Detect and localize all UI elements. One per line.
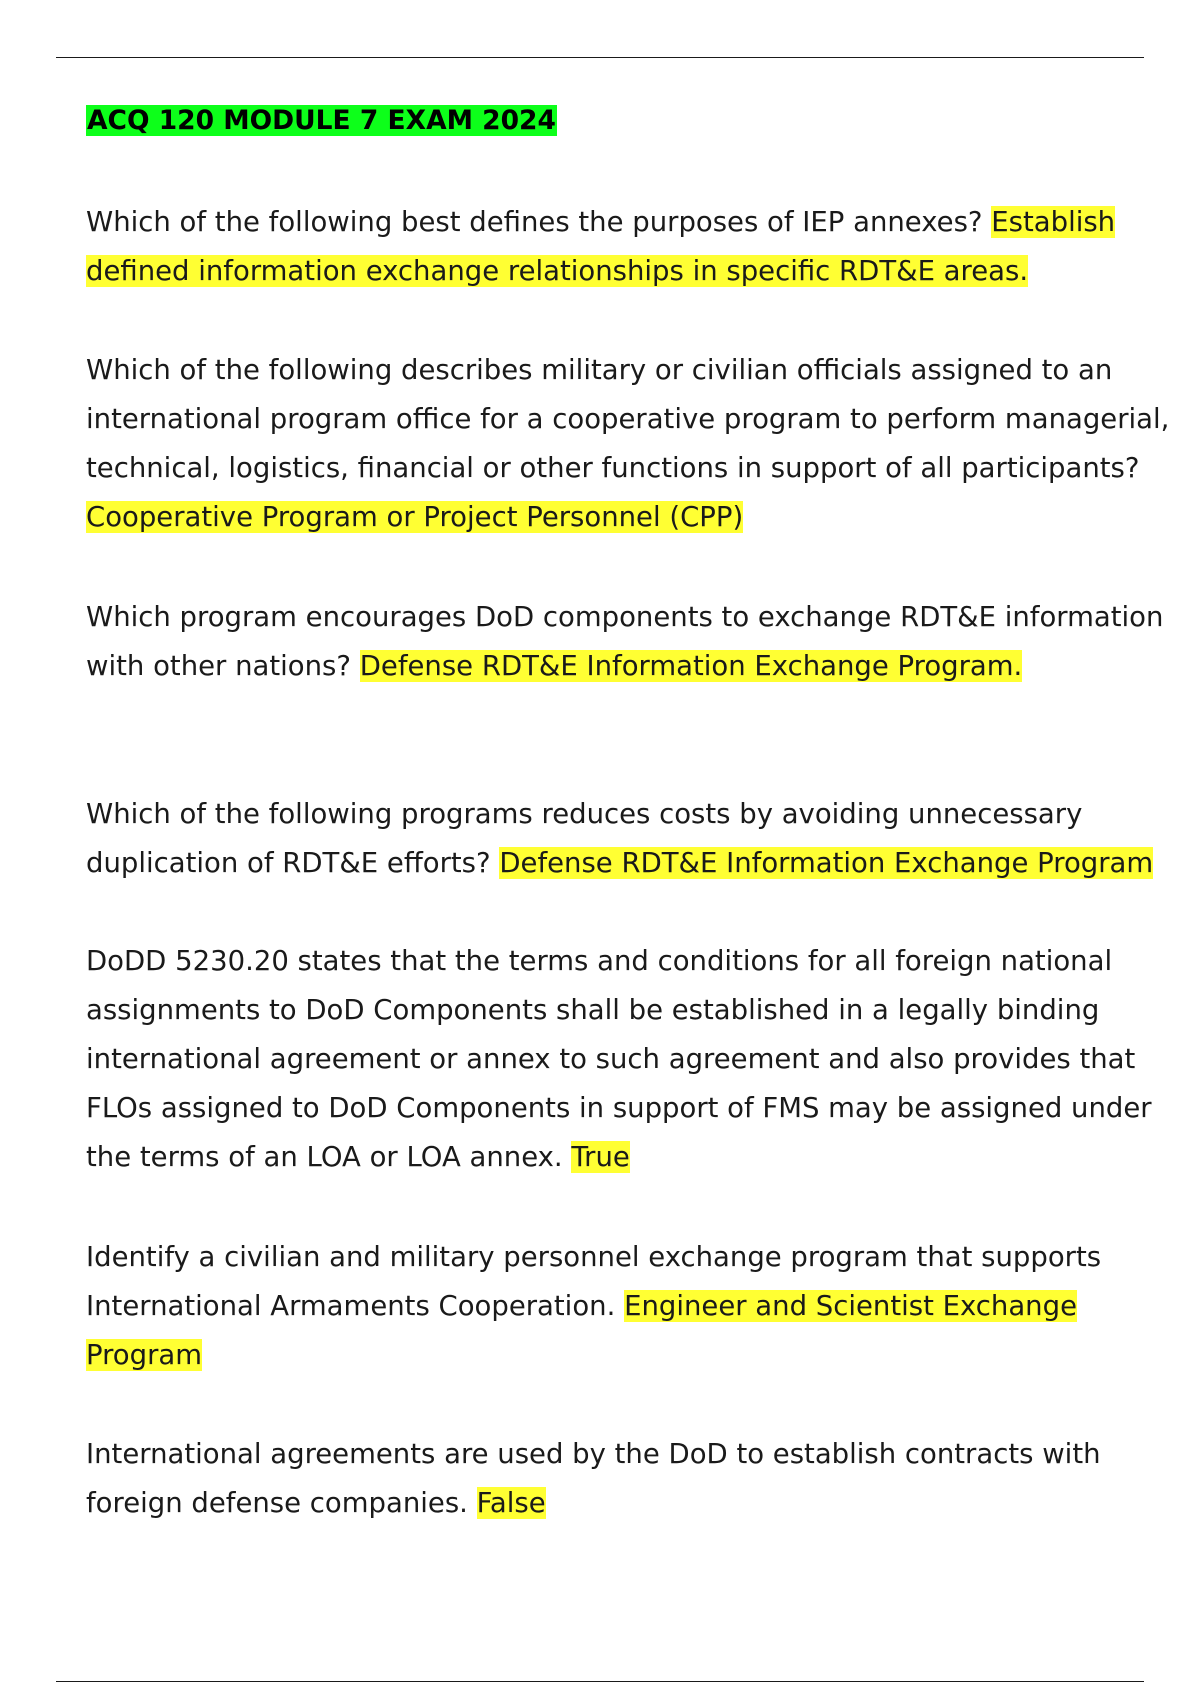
question-item <box>86 937 1191 1182</box>
top-rule <box>56 57 1144 58</box>
answer-highlight: Establish defined information exchange relationships in specific RDT&E areas. <box>86 206 1116 287</box>
answer-highlight: Defense RDT&E Information Exchange Program <box>499 847 1154 879</box>
question-text: Identify a civilian and military personnel exchange program that supports International Armaments Cooperation. <box>86 1241 1102 1322</box>
answer-highlight: True <box>571 1141 630 1173</box>
page-title: ACQ 120 MODULE 7 EXAM 2024 <box>87 105 556 136</box>
question-item <box>86 198 1191 296</box>
answer-highlight: Cooperative Program or Project Personnel (CPP) <box>86 501 744 533</box>
question-text: Which program encourages DoD components to exchange RDT&E information with other nations? <box>86 601 1164 682</box>
answer-highlight: Engineer and Scientist Exchange Program <box>86 1290 1077 1371</box>
question-item <box>86 1233 1191 1380</box>
question-text: DoDD 5230.20 states that the terms and conditions for all foreign national assignments to DoD Components shall be established in a legally binding international agreement or annex to such agreement and also provides that FLOs assigned to DoD Components in support of FMS may be assigned under the terms of an LOA or LOA annex. <box>86 945 1152 1173</box>
answer-highlight: False <box>476 1487 546 1519</box>
title-block <box>86 104 557 138</box>
question-item <box>86 593 1191 691</box>
question-item <box>86 1430 1191 1528</box>
bottom-rule <box>56 1681 1144 1682</box>
question-text: Which of the following best defines the purposes of IEP annexes? <box>86 206 983 238</box>
question-item <box>86 346 1191 542</box>
question-text: International agreements are used by the DoD to establish contracts with foreign defense companies. <box>86 1438 1101 1519</box>
question-text: Which of the following programs reduces costs by avoiding unnecessary duplication of RDT&E efforts? <box>86 798 1083 879</box>
question-item <box>86 790 1191 888</box>
answer-highlight: Defense RDT&E Information Exchange Program. <box>359 650 1023 682</box>
question-text: Which of the following describes military or civilian officials assigned to an international program office for a cooperative program to perform managerial, technical, logistics, financial or other functions in support of all participants? <box>86 354 1170 484</box>
